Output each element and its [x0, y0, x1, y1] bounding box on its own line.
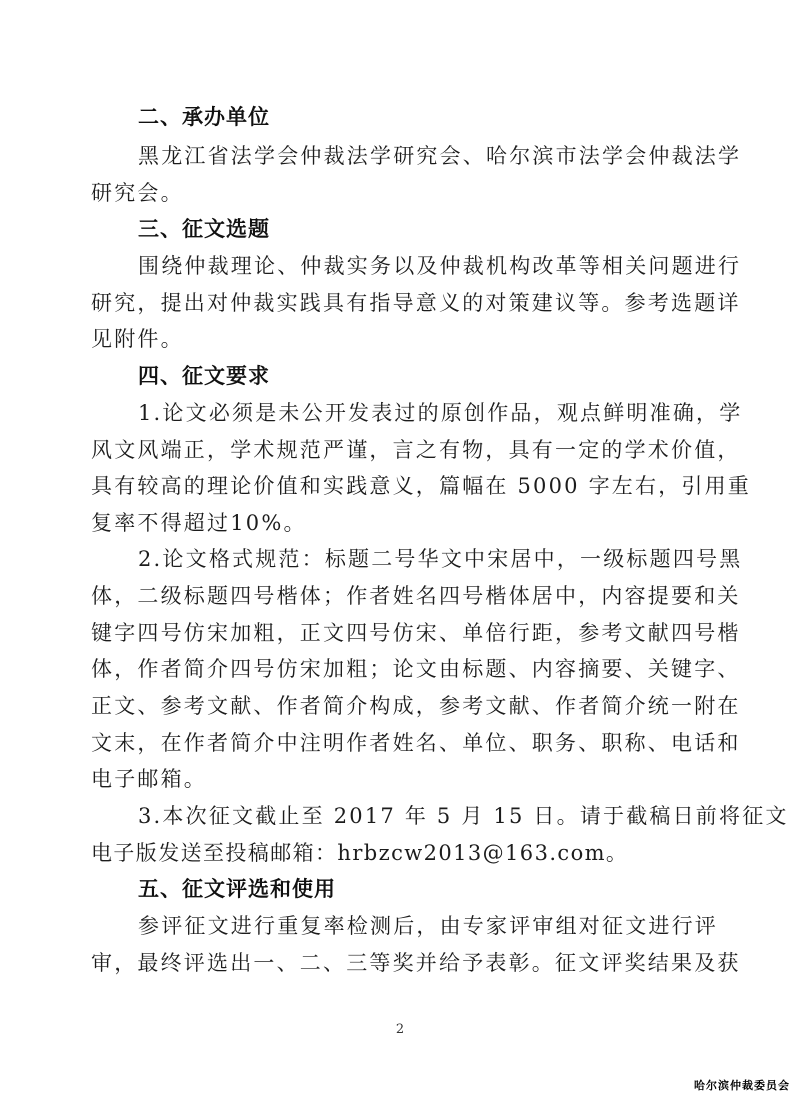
section-3-line-3: 见附件。 — [91, 327, 184, 351]
section-4-item-1-line-4: 复率不得超过10%。 — [91, 511, 307, 535]
page-number: 2 — [395, 1022, 405, 1037]
section-5-line-2: 审，最终评选出一、二、三等奖并给予表彰。征文评奖结果及获 — [91, 951, 741, 975]
section-3-heading: 三、征文选题 — [138, 217, 270, 241]
footer-watermark: 哈尔滨仲裁委员会 — [694, 1079, 790, 1092]
section-4-heading: 四、征文要求 — [138, 364, 270, 388]
section-4-item-2-line-2: 体，二级标题四号楷体；作者姓名四号楷体居中，内容提要和关 — [91, 584, 741, 608]
section-4-item-2-line-5: 正文、参考文献、作者简介构成，参考文献、作者简介统一附在 — [91, 694, 741, 718]
section-3-line-2: 研究，提出对仲裁实践具有指导意义的对策建议等。参考选题详 — [91, 291, 741, 315]
section-2-line-1: 黑龙江省法学会仲裁法学研究会、哈尔滨市法学会仲裁法学 — [138, 144, 742, 168]
section-4-item-2-line-3: 键字四号仿宋加粗，正文四号仿宋、单倍行距，参考文献四号楷 — [91, 621, 741, 645]
section-2-line-2: 研究会。 — [91, 181, 184, 205]
section-4-item-2-line-7: 电子邮箱。 — [91, 767, 207, 791]
section-4-item-1-line-1: 1.论文必须是未公开发表过的原创作品，观点鲜明准确，学 — [138, 401, 743, 425]
section-4-item-2-line-4: 体，作者简介四号仿宋加粗；论文由标题、内容摘要、关键字、 — [91, 657, 741, 681]
section-3-line-1: 围绕仲裁理论、仲裁实务以及仲裁机构改革等相关问题进行 — [138, 254, 742, 278]
section-4-item-2-line-6: 文末，在作者简介中注明作者姓名、单位、职务、职称、电话和 — [91, 731, 741, 755]
section-4-item-1-line-3: 具有较高的理论价值和实践意义，篇幅在 5000 字左右，引用重 — [91, 474, 751, 498]
section-4-item-1-line-2: 风文风端正，学术规范严谨，言之有物，具有一定的学术价值， — [91, 438, 741, 462]
section-4-item-3-line-2: 电子版发送至投稿邮箱：hrbzcw2013@163.com。 — [91, 841, 629, 865]
section-4-item-3-line-1: 3.本次征文截止至 2017 年 5 月 15 日。请于截稿日前将征文 — [138, 804, 789, 828]
section-2-heading: 二、承办单位 — [138, 105, 270, 129]
section-5-line-1: 参评征文进行重复率检测后，由专家评审组对征文进行评 — [138, 914, 718, 938]
section-4-item-2-line-1: 2.论文格式规范：标题二号华文中宋居中，一级标题四号黑 — [138, 547, 743, 571]
section-5-heading: 五、征文评选和使用 — [138, 877, 336, 901]
